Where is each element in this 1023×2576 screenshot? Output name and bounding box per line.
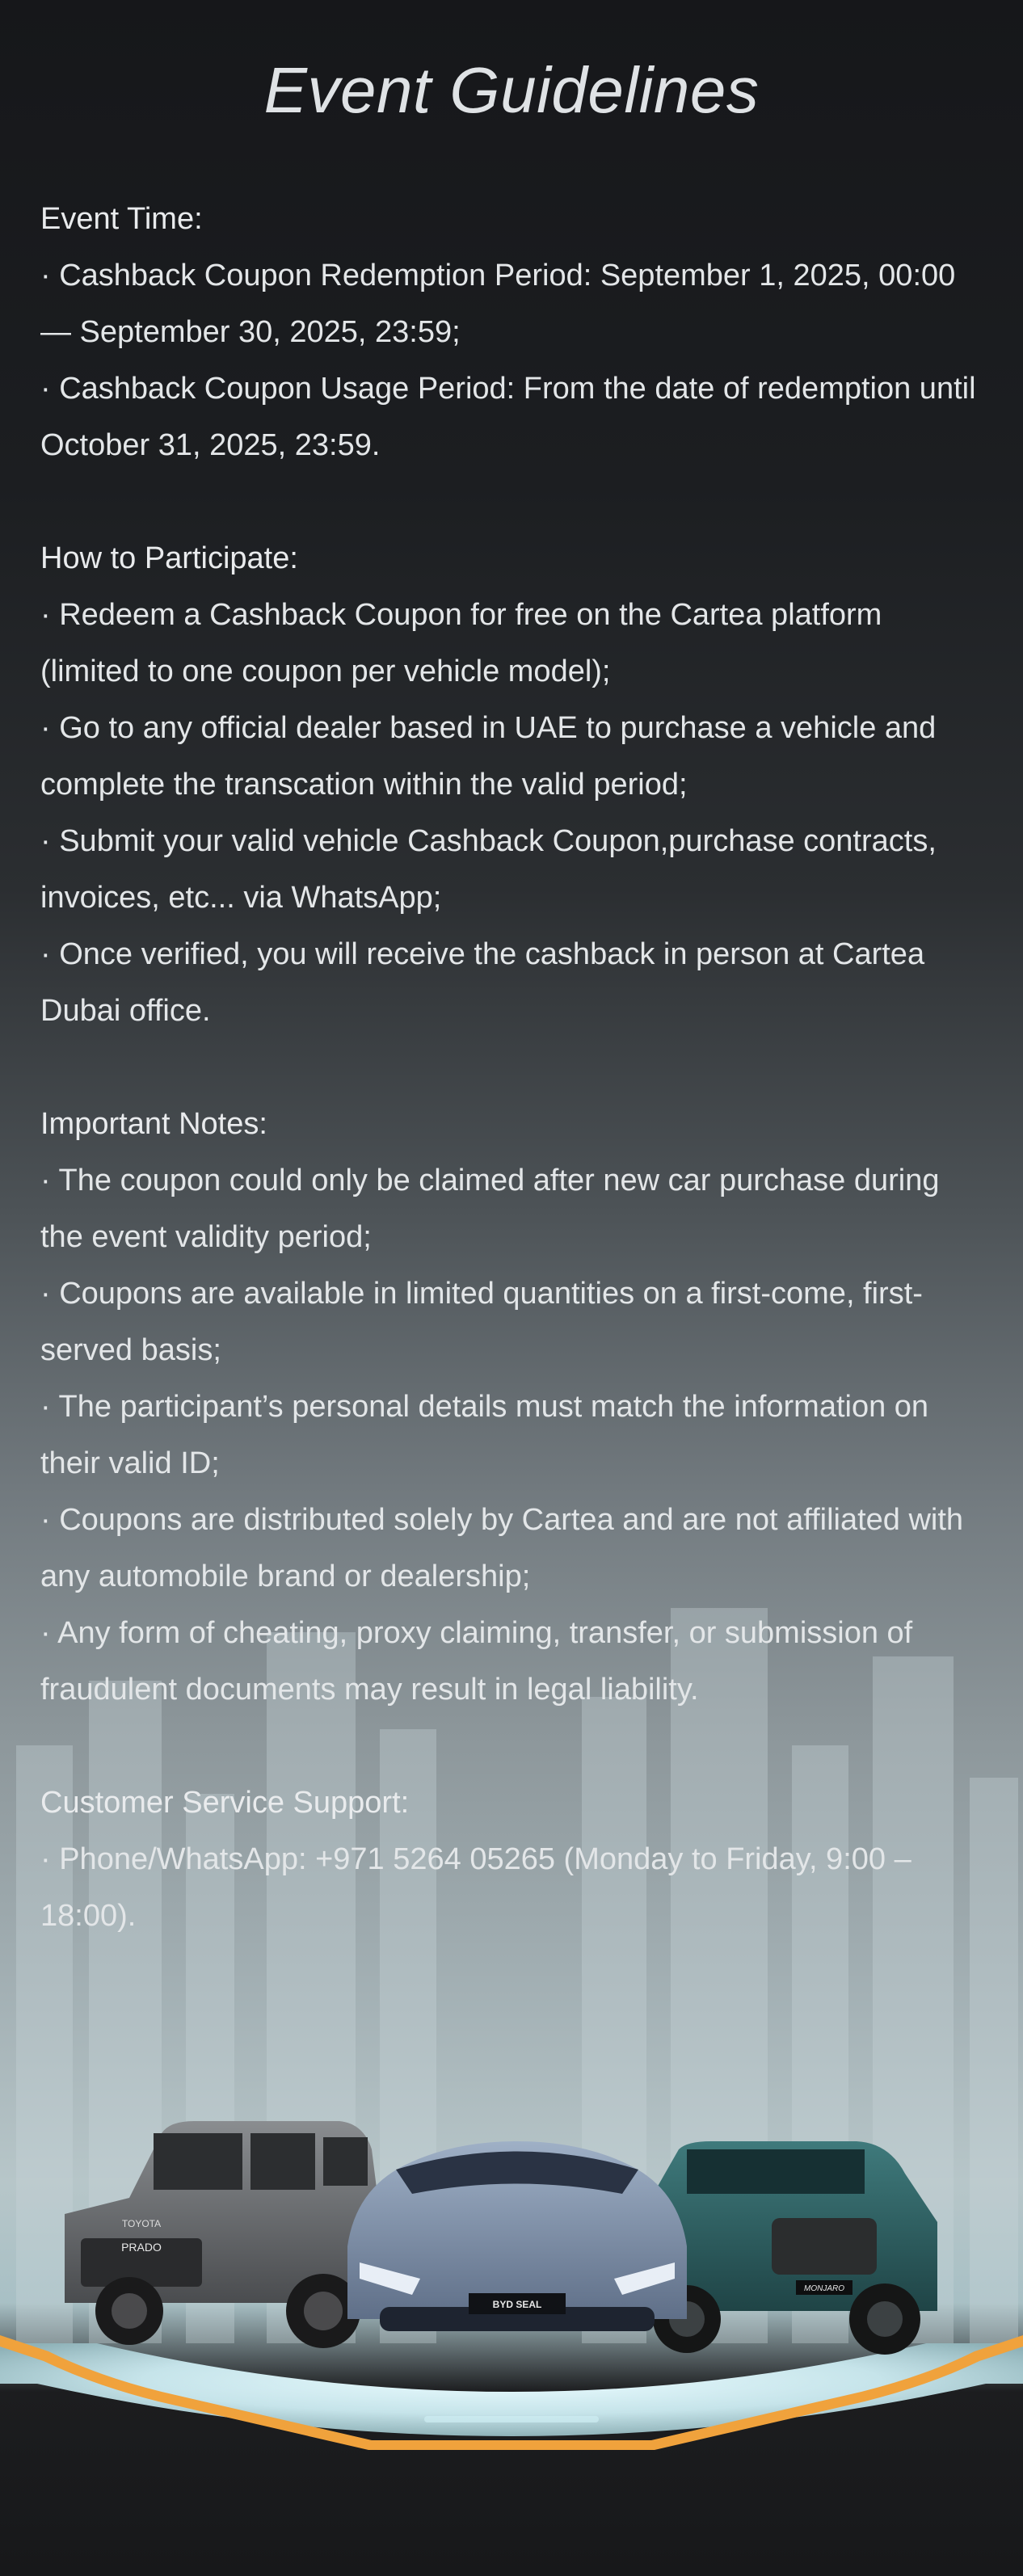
- list-item: · Redeem a Cashback Coupon for free on the Cartea platform (limited to one coupon per vehicle model);: [40, 598, 882, 688]
- section-important-notes: [40, 1096, 986, 1718]
- section-heading: How to Participate:: [40, 541, 298, 575]
- prado-badge: TOYOTA: [121, 2218, 162, 2229]
- list-item: · Cashback Coupon Redemption Period: September 1, 2025, 00:00 — September 30, 2025, 23:59;: [40, 259, 956, 349]
- list-item: · The coupon could only be claimed after new car purchase during the event validity period;: [40, 1164, 940, 1254]
- section-customer-service: [40, 1774, 986, 1944]
- list-item: · Once verified, you will receive the cashback in person at Cartea Dubai office.: [40, 937, 925, 1028]
- monjaro-plate-text: MONJARO: [804, 2284, 844, 2293]
- section-heading: Important Notes:: [40, 1107, 267, 1141]
- list-item: · Coupons are distributed solely by Cartea and are not affiliated with any automobile brand or dealership;: [40, 1503, 964, 1593]
- section-heading: Customer Service Support:: [40, 1786, 410, 1820]
- stage-light-strip: [424, 2416, 599, 2422]
- list-item: · Phone/WhatsApp: +971 5264 05265 (Monday to Friday, 9:00 – 18:00).: [40, 1842, 911, 1933]
- list-item: · Submit your valid vehicle Cashback Coupon,purchase contracts, invoices, etc... via WhatsApp;: [40, 824, 937, 915]
- list-item: · Coupons are available in limited quantities on a first-come, first-served basis;: [40, 1277, 923, 1367]
- list-item: · Cashback Coupon Usage Period: From the date of redemption until October 31, 2025, 23:59.: [40, 372, 976, 462]
- prado-suv-image: [65, 2121, 380, 2348]
- prado-model-text: PRADO: [121, 2241, 162, 2254]
- guidelines-content: [40, 191, 986, 2001]
- list-item: · Go to any official dealer based in UAE to purchase a vehicle and complete the transcation within the valid period;: [40, 711, 937, 802]
- car-showcase: [0, 2036, 1023, 2456]
- byd-seal-plate-text: BYD SEAL: [492, 2299, 542, 2310]
- page-title: Event Guidelines: [263, 54, 760, 126]
- section-heading: Event Time:: [40, 202, 203, 236]
- section-event-time: [40, 191, 986, 474]
- list-item: · Any form of cheating, proxy claiming, transfer, or submission of fraudulent documents may result in legal liability.: [40, 1616, 913, 1707]
- section-how-to-participate: [40, 530, 986, 1039]
- list-item: · The participant’s personal details must match the information on their valid ID;: [40, 1390, 929, 1480]
